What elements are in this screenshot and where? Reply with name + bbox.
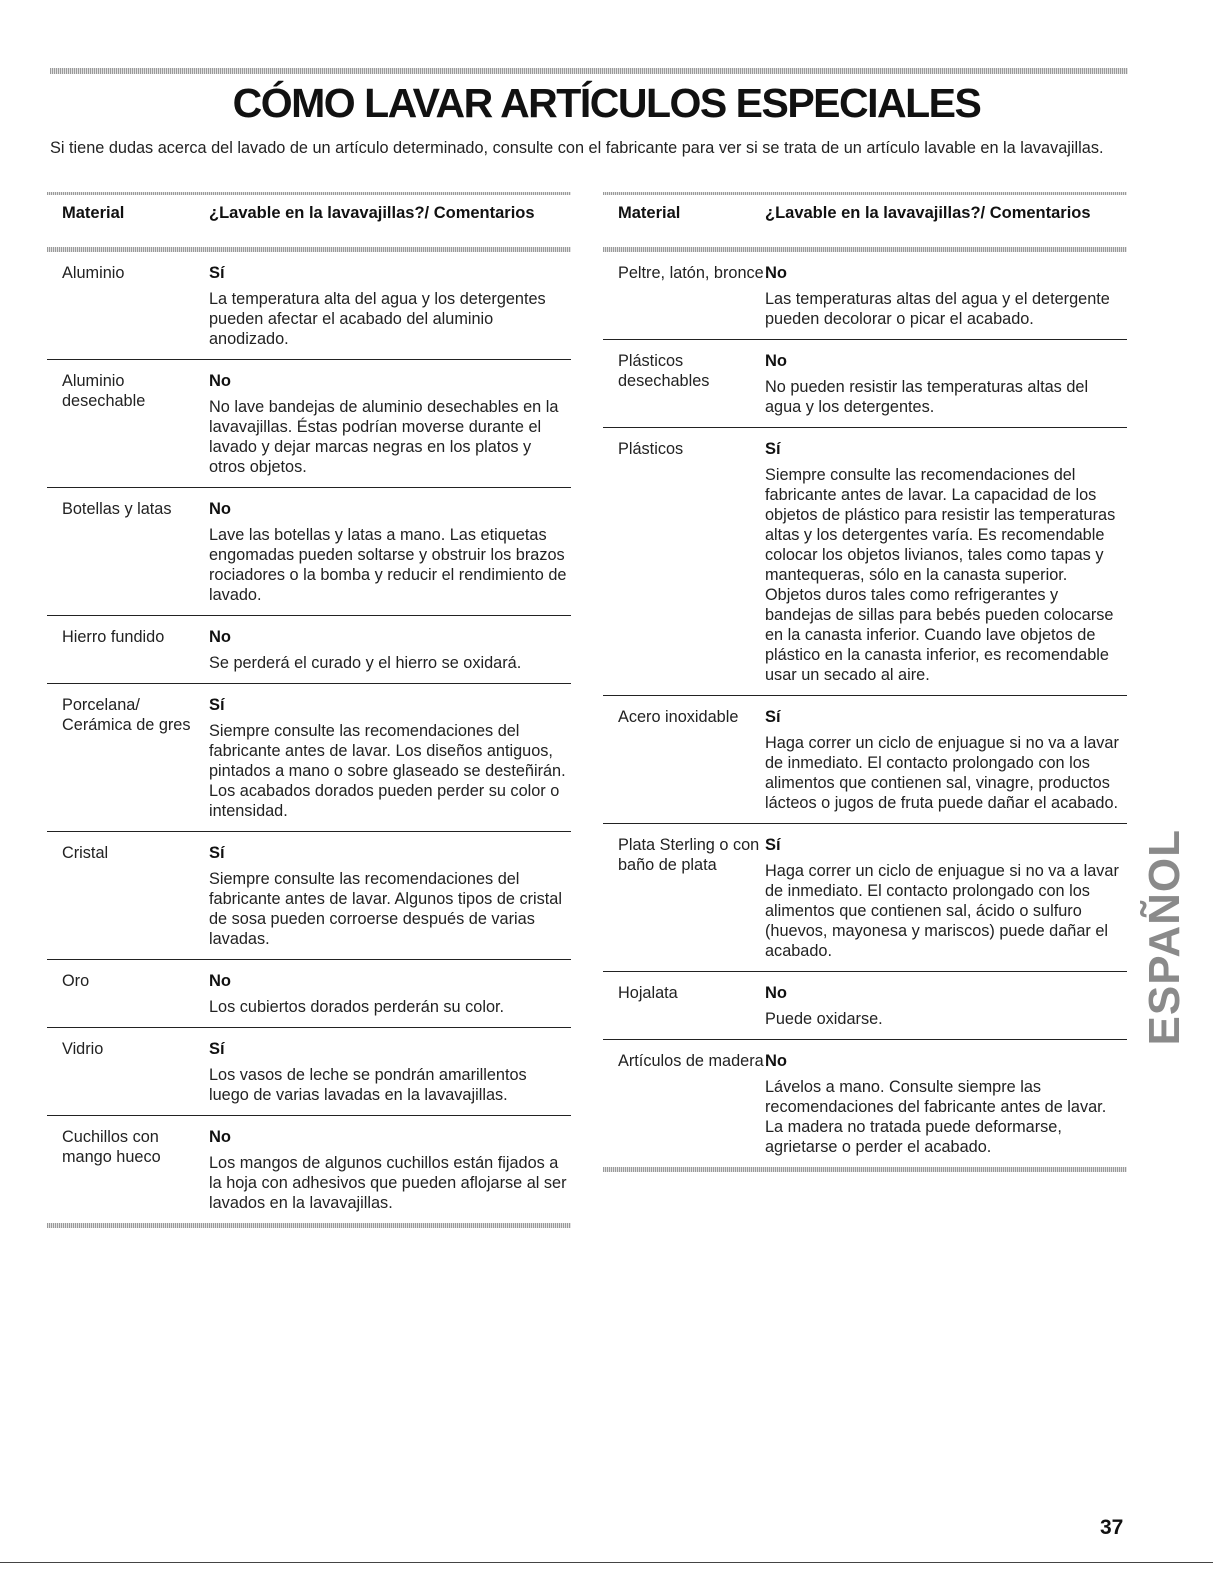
footer-rule	[0, 1562, 1213, 1563]
comment-text: Siempre consulte las recomendaciones del fabricante antes de lavar. Los diseños antiguos, pintados a mano o sobre glaseado se desteñirán. Los acabados dorados pueden perder su color o intensidad.	[209, 722, 566, 820]
comment-text: Siempre consulte las recomendaciones del fabricante antes de lavar. Algunos tipos de cristal de sosa pueden corroerse después de varias lavadas.	[209, 870, 562, 948]
language-side-tab	[1140, 815, 1189, 1060]
table-body	[47, 252, 571, 1223]
comment-cell	[765, 983, 1127, 1029]
table-row	[47, 1116, 571, 1223]
material-cell: Hierro fundido	[62, 628, 165, 646]
table-row	[47, 360, 571, 488]
dishwasher-safe-verdict: No	[765, 984, 787, 1002]
comment-cell	[209, 263, 571, 349]
comment-text: Las temperaturas altas del agua y el detergente pueden decolorar o picar el acabado.	[765, 290, 1110, 328]
dishwasher-safe-verdict: Sí	[209, 696, 225, 714]
comment-text: Siempre consulte las recomendaciones del fabricante antes de lavar. La capacidad de los objetos de plástico para resistir las temperaturas altas y los detergentes varía. Es recomendable colocar los objetos livianos, tales como tapas y mantequeras, sólo en la canasta superior. Objetos duros tales como refrigerantes y bandejas de sillas para bebés pueden colocarse en la canasta inferior. Cuando lave objetos de plástico en la canasta inferior, es recomendable usar un secado al aire.	[765, 466, 1116, 684]
dishwasher-safe-verdict: No	[209, 1128, 231, 1146]
comment-cell	[765, 1051, 1127, 1157]
material-cell: Botellas y latas	[62, 500, 172, 518]
comment-cell	[209, 499, 571, 605]
table-row	[47, 1028, 571, 1116]
comment-cell	[765, 835, 1127, 961]
comment-text: Lávelos a mano. Consulte siempre las recomendaciones del fabricante antes de lavar. La madera no tratada puede deformarse, agrietarse o perder el acabado.	[765, 1078, 1107, 1156]
comment-cell	[765, 707, 1127, 813]
comment-cell	[209, 627, 571, 673]
comment-cell	[209, 371, 571, 477]
comment-text: No lave bandejas de aluminio desechables en la lavavajillas. Éstas podrían moverse durante el lavado y dejar marcas negras en los platos y otros objetos.	[209, 398, 559, 476]
material-cell: Vidrio	[62, 1040, 104, 1058]
dishwasher-safe-verdict: Sí	[765, 836, 781, 854]
comment-cell	[209, 843, 571, 949]
header-comments: ¿Lavable en la lavavajillas?/ Comentarios	[765, 204, 1091, 222]
material-cell: Plásticos desechables	[618, 352, 710, 390]
material-cell: Artículos de madera	[618, 1052, 764, 1070]
table-row	[47, 488, 571, 616]
material-cell: Plata Sterling o con baño de plata	[618, 836, 760, 874]
table-row	[47, 252, 571, 360]
material-cell: Plásticos	[618, 440, 684, 458]
comment-text: Haga correr un ciclo de enjuague si no va a lavar de inmediato. El contacto prolongado con los alimentos que contienen sal, vinagre, productos lácteos o jugos de fruta puede dañar el acabado.	[765, 734, 1119, 812]
comment-text: La temperatura alta del agua y los detergentes pueden afectar el acabado del aluminio anodizado.	[209, 290, 546, 348]
table-row	[603, 824, 1127, 972]
left-table	[47, 192, 571, 1228]
dishwasher-safe-verdict: No	[765, 264, 787, 282]
material-cell: Acero inoxidable	[618, 708, 739, 726]
comment-cell	[765, 263, 1127, 329]
comment-text: Lave las botellas y latas a mano. Las etiquetas engomadas pueden soltarse y obstruir los brazos rociadores o la bomba y reducir el rendimiento de lavado.	[209, 526, 567, 604]
header-comments: ¿Lavable en la lavavajillas?/ Comentarios	[209, 204, 535, 222]
table-top-rule	[47, 192, 571, 195]
table-row	[603, 340, 1127, 428]
right-table	[603, 192, 1127, 1172]
table-bottom-rule	[47, 1223, 571, 1228]
comment-text: Se perderá el curado y el hierro se oxidará.	[209, 654, 522, 672]
table-body	[603, 252, 1127, 1167]
comment-text: Puede oxidarse.	[765, 1010, 883, 1028]
dishwasher-safe-verdict: Sí	[209, 844, 225, 862]
comment-text: No pueden resistir las temperaturas altas del agua y los detergentes.	[765, 378, 1089, 416]
table-row	[603, 696, 1127, 824]
table-row	[603, 1040, 1127, 1167]
comment-text: Los vasos de leche se pondrán amarillentos luego de varias lavadas en la lavavajillas.	[209, 1066, 527, 1104]
comment-text: Los cubiertos dorados perderán su color.	[209, 998, 505, 1016]
material-cell: Cristal	[62, 844, 109, 862]
page-number: 37	[1100, 1516, 1124, 1539]
top-decorative-rule	[50, 68, 1128, 74]
material-cell: Aluminio desechable	[62, 372, 146, 410]
material-cell: Porcelana/ Cerámica de gres	[62, 696, 191, 734]
dishwasher-safe-verdict: No	[209, 628, 231, 646]
material-cell: Cuchillos con mango hueco	[62, 1128, 161, 1166]
dishwasher-safe-verdict: Sí	[209, 264, 225, 282]
comment-cell	[209, 695, 571, 821]
dishwasher-safe-verdict: No	[209, 372, 231, 390]
table-row	[47, 684, 571, 832]
header-material: Material	[618, 204, 681, 222]
intro-paragraph: Si tiene dudas acerca del lavado de un artículo determinado, consulte con el fabricante para ver si se trata de un artículo lavable en la lavavajillas.	[50, 139, 1104, 157]
table-header	[603, 195, 1127, 237]
comment-cell	[765, 439, 1127, 685]
material-cell: Peltre, latón, bronce	[618, 264, 764, 282]
comment-text: Haga correr un ciclo de enjuague si no va a lavar de inmediato. El contacto prolongado con los alimentos que contienen sal, ácido o sulfuro (huevos, mayonesa y mariscos) puede dañar el acabado.	[765, 862, 1119, 960]
table-row	[47, 616, 571, 684]
material-cell: Oro	[62, 972, 90, 990]
table-row	[603, 428, 1127, 696]
comment-text: Los mangos de algunos cuchillos están fijados a la hoja con adhesivos que pueden aflojarse al ser lavados en la lavavajillas.	[209, 1154, 567, 1212]
table-row	[603, 252, 1127, 340]
material-cell: Aluminio	[62, 264, 125, 282]
dishwasher-safe-verdict: No	[765, 352, 787, 370]
dishwasher-safe-verdict: Sí	[209, 1040, 225, 1058]
table-row	[47, 832, 571, 960]
comment-cell	[209, 1127, 571, 1213]
language-label: ESPAÑOL	[1140, 829, 1189, 1046]
comment-cell	[765, 351, 1127, 417]
table-header	[47, 195, 571, 237]
dishwasher-safe-verdict: No	[209, 972, 231, 990]
comment-cell	[209, 971, 571, 1017]
table-row	[47, 960, 571, 1028]
comment-cell	[209, 1039, 571, 1105]
dishwasher-safe-verdict: Sí	[765, 708, 781, 726]
dishwasher-safe-verdict: No	[209, 500, 231, 518]
header-material: Material	[62, 204, 125, 222]
material-cell: Hojalata	[618, 984, 678, 1002]
dishwasher-safe-verdict: Sí	[765, 440, 781, 458]
dishwasher-safe-verdict: No	[765, 1052, 787, 1070]
table-top-rule	[603, 192, 1127, 195]
page-title: CÓMO LAVAR ARTÍCULOS ESPECIALES	[232, 80, 981, 126]
table-row	[603, 972, 1127, 1040]
table-bottom-rule	[603, 1167, 1127, 1172]
